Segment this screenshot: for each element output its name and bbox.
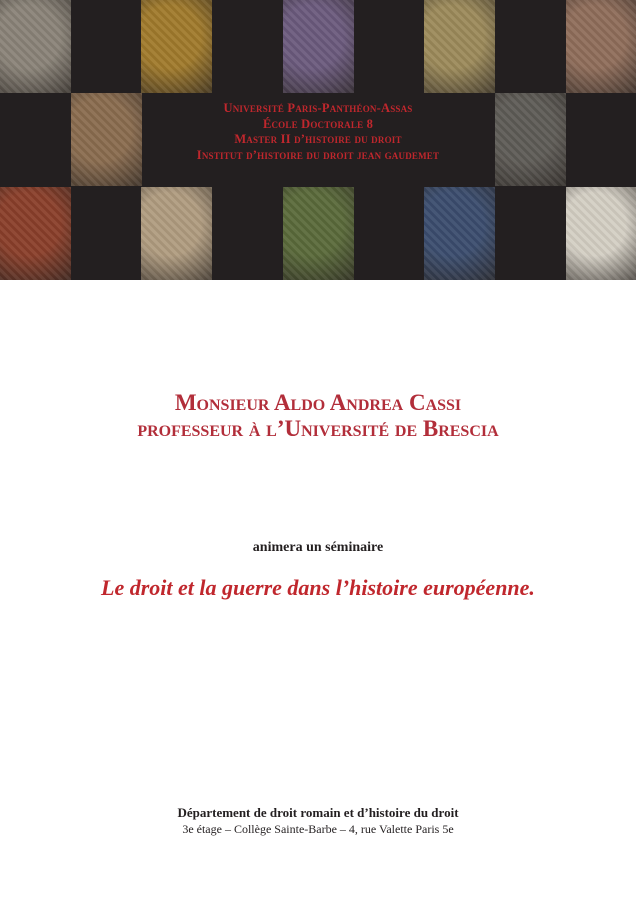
handwritten-charter-image <box>566 187 636 280</box>
institution-block <box>142 93 494 187</box>
speaker-name: Monsieur Aldo Andrea Cassi <box>174 390 462 415</box>
department-name: Département de droit romain et d’histoire du droit <box>177 805 459 820</box>
cuneiform-tablet-image <box>0 0 71 93</box>
byzantine-emperor-mosaic-image <box>141 0 212 93</box>
speaker-role: professeur à l’Université de Brescia <box>137 416 499 441</box>
master-program: Master II d’histoire du droit <box>234 132 402 146</box>
medieval-scholars-miniature-image <box>283 187 354 280</box>
augustus-statue-image <box>424 187 495 280</box>
speaker-block <box>0 390 636 442</box>
university-name: Université Paris-Panthéon-Assas <box>223 101 413 115</box>
illuminated-initial-image <box>283 0 354 93</box>
roman-inscription-image <box>141 187 212 280</box>
header-banner <box>0 0 636 280</box>
knight-statue-image <box>495 93 566 186</box>
medieval-miniature-image <box>424 0 495 93</box>
institute-name: Institut d’histoire du droit jean gaudemet <box>196 147 440 162</box>
address: 3e étage – Collège Sainte-Barbe – 4, rue Valette Paris 5e <box>182 822 454 836</box>
fresco-scholar-image <box>566 0 636 93</box>
seminar-title: Le droit et la guerre dans l’histoire européenne. <box>101 575 535 600</box>
doctoral-school: École Doctorale 8 <box>262 116 374 131</box>
footer <box>0 804 636 838</box>
intro-text: animera un séminaire <box>252 540 384 555</box>
council-assembly-painting-image <box>71 93 142 186</box>
illuminated-manuscript-page-image <box>0 187 71 280</box>
